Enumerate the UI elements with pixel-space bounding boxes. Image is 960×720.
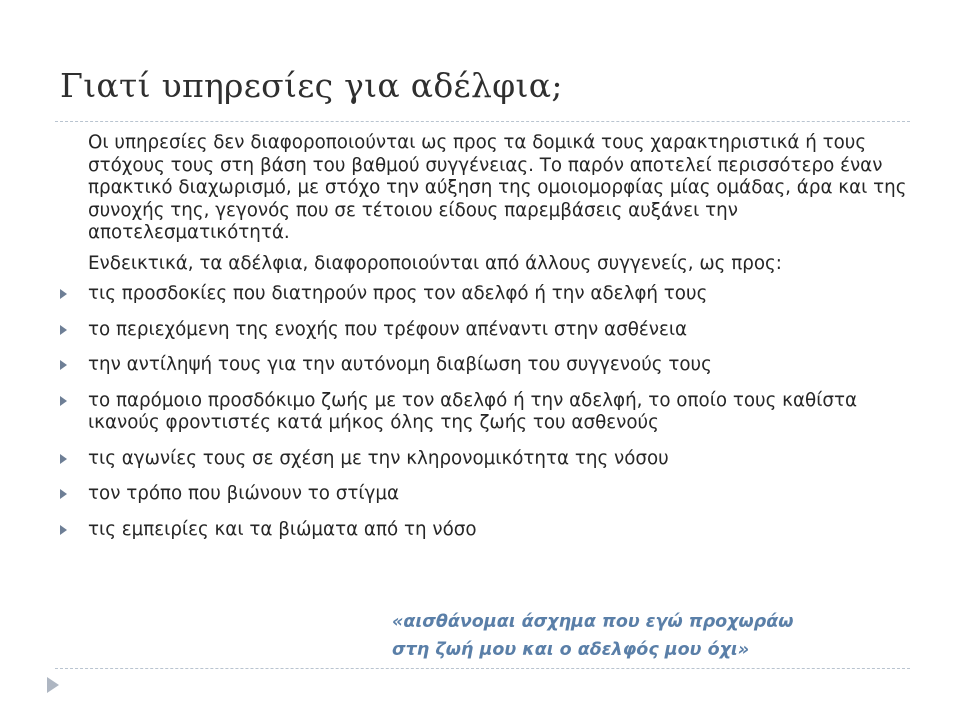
bullet-item bbox=[60, 354, 930, 377]
bullet-item bbox=[60, 390, 930, 435]
slide-title: Γιατί υπηρεσίες για αδέλφια; bbox=[60, 66, 563, 105]
bullet-text: το παρόμοιο προσδόκιμο ζωής με τον αδελφό ή την αδελφή, το οποίο τους καθίστα ικανούς φροντιστές κατά μήκος όλης της ζωής του ασθενούς bbox=[88, 389, 858, 433]
triangle-right-icon bbox=[60, 325, 67, 335]
triangle-right-icon bbox=[60, 396, 67, 406]
slide-body bbox=[60, 132, 930, 554]
title-divider bbox=[55, 121, 910, 122]
bullet-item bbox=[60, 519, 930, 542]
corner-triangle-icon bbox=[47, 677, 59, 693]
bullet-list bbox=[60, 283, 930, 541]
bullet-text: τον τρόπο που βιώνουν το στίγμα bbox=[88, 483, 400, 504]
triangle-right-icon bbox=[60, 489, 67, 499]
quote-line: «αισθάνομαι άσχημα που εγώ προχωράω bbox=[392, 612, 794, 632]
bullet-item bbox=[60, 283, 930, 306]
bullet-item bbox=[60, 319, 930, 342]
lead-in-paragraph: Ενδεικτικά, τα αδέλφια, διαφοροποιούνται από άλλους συγγενείς, ως προς: bbox=[88, 252, 782, 274]
quote-line: στη ζωή μου και ο αδελφός μου όχι» bbox=[392, 640, 750, 660]
bullet-text: τις αγωνίες τους σε σχέση με την κληρονομικότητα της νόσου bbox=[88, 447, 669, 469]
bullet-item bbox=[60, 448, 930, 471]
bullet-text: την αντίληψή τους για την αυτόνομη διαβίωση του συγγενούς τους bbox=[88, 354, 712, 375]
footer-divider bbox=[55, 668, 910, 669]
bullet-text: τις εμπειρίες και τα βιώματα από τη νόσο bbox=[88, 518, 477, 540]
triangle-right-icon bbox=[60, 454, 67, 464]
intro-paragraph: Οι υπηρεσίες δεν διαφοροποιούνται ως προς τα δομικά τους χαρακτηριστικά ή τους στόχους τους στη βάση του βαθμού συγγένειας. Το παρόν αποτελεί περισσότερο έναν πρακτικό διαχωρισμό, με στόχο την αύξηση της ομοιομορφίας μίας ομάδας, άρα και της συνοχής της, γεγονός που σε τέτοιου είδους παρεμβάσεις αυξάνει την αποτελεσματικότητά. bbox=[88, 132, 907, 243]
triangle-right-icon bbox=[60, 289, 67, 299]
bullet-item bbox=[60, 483, 930, 506]
bullet-text: τις προσδοκίες που διατηρούν προς τον αδελφό ή την αδελφή τους bbox=[88, 283, 708, 304]
triangle-right-icon bbox=[60, 525, 67, 535]
bullet-text: το περιεχόμενη της ενοχής που τρέφουν απέναντι στην ασθένεια bbox=[88, 318, 688, 340]
triangle-right-icon bbox=[60, 360, 67, 370]
quote-callout bbox=[392, 608, 892, 664]
